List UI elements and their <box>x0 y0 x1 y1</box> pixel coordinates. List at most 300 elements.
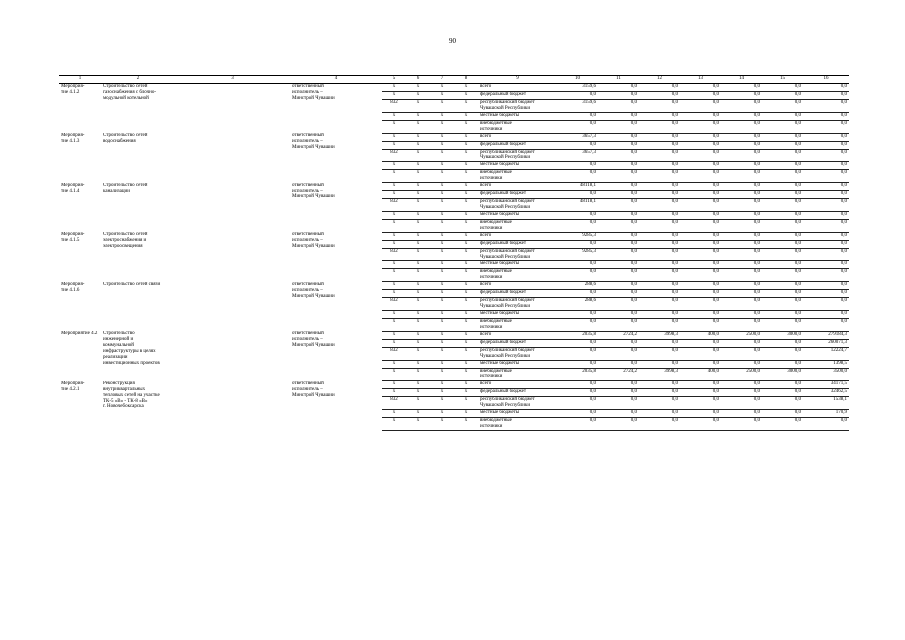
code-cell: x <box>454 311 478 319</box>
value-cell: 0,0 <box>803 84 849 92</box>
responsible-executor-line: исполнитель – <box>292 287 323 293</box>
value-cell: 0,0 <box>557 170 598 183</box>
value-cell: 0,0 <box>803 170 849 183</box>
funding-source-line: местные бюджеты <box>480 112 520 118</box>
code-cell: x <box>430 183 454 191</box>
value-cell: 0,0 <box>803 92 849 100</box>
code-cell: x <box>454 368 478 381</box>
value-cell: 0,0 <box>680 149 721 162</box>
value-cell: 2724,2 <box>598 368 639 381</box>
value-cell: 0,0 <box>598 339 639 347</box>
value-cell: 0,0 <box>803 133 849 141</box>
value-cell: 3998,3 <box>639 368 680 381</box>
measure-name-line: модульной котельной <box>103 95 149 101</box>
value-cell: 2724,2 <box>598 331 639 339</box>
funding-source <box>478 389 557 397</box>
value-cell: 2035,8 <box>557 331 598 339</box>
value-cell: 0,0 <box>803 240 849 248</box>
value-cell: 0,0 <box>680 269 721 282</box>
value-cell: 0,0 <box>762 100 803 113</box>
measure-name <box>101 232 175 282</box>
value-cell: 0,0 <box>557 261 598 269</box>
value-cell: 0,0 <box>680 248 721 261</box>
funding-source-line: республиканский бюджет <box>480 298 535 304</box>
value-cell: 0,0 <box>598 162 639 170</box>
value-cell: 0,0 <box>598 84 639 92</box>
funding-source <box>478 298 557 311</box>
value-cell: 48118,1 <box>557 183 598 191</box>
value-cell: 0,0 <box>721 269 762 282</box>
funding-source-line: источники <box>480 324 503 330</box>
value-cell: 0,0 <box>680 298 721 311</box>
funding-source <box>478 162 557 170</box>
code-cell: x <box>406 389 430 397</box>
value-cell: 0,0 <box>598 298 639 311</box>
code-cell: x <box>406 120 430 133</box>
funding-source-line: республиканский бюджет <box>480 397 535 403</box>
measure-number <box>59 381 101 431</box>
value-cell: 0,0 <box>803 100 849 113</box>
value-cell: 0,0 <box>598 418 639 431</box>
value-cell: 3000,0 <box>762 368 803 381</box>
code-cell: x <box>454 339 478 347</box>
funding-source-line: источники <box>480 275 503 281</box>
funding-source-line: внебюджетные <box>480 319 512 325</box>
code-cell: x <box>382 84 406 92</box>
value-cell: 0,0 <box>557 191 598 199</box>
measure-number <box>59 183 101 233</box>
code-cell: x <box>454 410 478 418</box>
value-cell: 0,0 <box>639 298 680 311</box>
value-cell: 0,0 <box>598 360 639 368</box>
code-cell: x <box>430 269 454 282</box>
value-cell: 400,0 <box>680 368 721 381</box>
code-cell: x <box>406 368 430 381</box>
empty-cell <box>175 133 290 183</box>
responsible-executor-line: Минстрой Чувашии <box>292 95 335 101</box>
value-cell: 2035,8 <box>557 368 598 381</box>
value-cell: 0,0 <box>598 120 639 133</box>
measure-name-line: инфраструктуры в целях <box>103 348 156 354</box>
funding-source <box>478 120 557 133</box>
table-row <box>59 133 849 141</box>
value-cell: 0,0 <box>762 311 803 319</box>
code-cell: x <box>406 219 430 232</box>
code-cell: x <box>454 360 478 368</box>
value-cell: 0,0 <box>721 219 762 232</box>
responsible-executor <box>290 84 382 134</box>
value-cell: 0,0 <box>639 191 680 199</box>
measure-name <box>101 282 175 332</box>
header-cell: 6 <box>406 76 430 84</box>
value-cell: 0,0 <box>598 170 639 183</box>
value-cell: 260071,3 <box>803 339 849 347</box>
value-cell: 1398,5 <box>803 360 849 368</box>
funding-source-line: Чувашской Республики <box>480 304 531 310</box>
value-cell: 0,0 <box>680 211 721 219</box>
code-cell: x <box>454 282 478 290</box>
value-cell: 0,0 <box>721 240 762 248</box>
measure-name-line: электроосвещения <box>103 243 143 249</box>
value-cell: 0,0 <box>557 389 598 397</box>
value-cell: 0,0 <box>721 92 762 100</box>
value-cell: 0,0 <box>721 311 762 319</box>
value-cell: 0,0 <box>557 319 598 332</box>
value-cell: 0,0 <box>680 133 721 141</box>
header-cell: 5 <box>382 76 406 84</box>
code-cell: x <box>406 381 430 389</box>
responsible-executor <box>290 232 382 282</box>
value-cell: 3159,6 <box>557 100 598 113</box>
funding-source <box>478 319 557 332</box>
funding-source-line: всего <box>480 183 492 189</box>
measure-number <box>59 84 101 134</box>
funding-source-line: внебюджетные <box>480 219 512 225</box>
funding-source-line: внебюджетные <box>480 170 512 176</box>
value-cell: 0,0 <box>598 92 639 100</box>
value-cell: 0,0 <box>680 84 721 92</box>
header-cell: 14 <box>721 76 762 84</box>
code-cell: x <box>454 112 478 120</box>
code-cell: x <box>430 360 454 368</box>
measure-name-line: внутриквартальных <box>103 386 146 392</box>
empty-cell <box>175 232 290 282</box>
measure-number <box>59 282 101 332</box>
value-cell: 3657,3 <box>557 133 598 141</box>
value-cell: 0,0 <box>598 100 639 113</box>
responsible-executor-line: Минстрой Чувашии <box>292 293 335 299</box>
funding-source <box>478 339 557 347</box>
code-cell: x <box>406 397 430 410</box>
code-cell: x <box>430 319 454 332</box>
code-cell: x <box>382 112 406 120</box>
value-cell: 0,0 <box>721 191 762 199</box>
value-cell: 0,0 <box>598 191 639 199</box>
code-cell: x <box>406 339 430 347</box>
empty-cell <box>175 381 290 431</box>
code-cell: x <box>406 183 430 191</box>
measure-name-line: реализации <box>103 354 128 360</box>
value-cell: 0,0 <box>680 381 721 389</box>
value-cell: 0,0 <box>680 418 721 431</box>
funding-source <box>478 211 557 219</box>
value-cell: 0,0 <box>680 191 721 199</box>
value-cell: 0,0 <box>680 120 721 133</box>
code-cell: x <box>406 360 430 368</box>
value-cell: 0,0 <box>803 211 849 219</box>
code-cell: x <box>454 331 478 339</box>
code-cell: x <box>454 381 478 389</box>
funding-source-line: внебюджетные <box>480 418 512 424</box>
value-cell: 0,0 <box>680 141 721 149</box>
code-cell: x <box>406 232 430 240</box>
header-cell: 11 <box>598 76 639 84</box>
funding-source <box>478 282 557 290</box>
value-cell: 0,0 <box>639 232 680 240</box>
code-cell: x <box>454 199 478 212</box>
value-cell: 0,0 <box>598 183 639 191</box>
value-cell: 0,0 <box>598 282 639 290</box>
code-cell: x <box>382 240 406 248</box>
funding-source <box>478 84 557 92</box>
funding-source <box>478 418 557 431</box>
value-cell: 0,0 <box>598 290 639 298</box>
measure-number <box>59 133 101 183</box>
value-cell: 0,0 <box>762 319 803 332</box>
funding-source-line: Чувашской Республики <box>480 403 531 409</box>
value-cell: 0,0 <box>557 418 598 431</box>
value-cell: 0,0 <box>680 112 721 120</box>
code-cell: x <box>430 133 454 141</box>
value-cell: 0,0 <box>557 360 598 368</box>
responsible-executor-line: ответственный <box>292 331 324 337</box>
code-cell: x <box>406 84 430 92</box>
measure-name-line: коммунальной <box>103 343 134 349</box>
value-cell: 0,0 <box>803 162 849 170</box>
page-number: 90 <box>449 37 456 45</box>
funding-source-line: источники <box>480 424 503 430</box>
code-cell: x <box>382 360 406 368</box>
code-cell: 832 <box>382 248 406 261</box>
table-row <box>59 282 849 290</box>
code-cell: x <box>382 418 406 431</box>
value-cell: 0,0 <box>557 162 598 170</box>
value-cell: 0,0 <box>803 232 849 240</box>
code-cell: x <box>454 219 478 232</box>
code-cell: x <box>430 211 454 219</box>
value-cell: 0,0 <box>639 92 680 100</box>
code-cell: x <box>382 232 406 240</box>
value-cell: 0,0 <box>721 282 762 290</box>
value-cell: 0,0 <box>762 162 803 170</box>
value-cell: 0,0 <box>803 269 849 282</box>
code-cell: x <box>430 248 454 261</box>
value-cell: 0,0 <box>598 381 639 389</box>
value-cell: 0,0 <box>803 112 849 120</box>
funding-source <box>478 133 557 141</box>
measure-number-line: Мероприя- <box>61 232 85 238</box>
value-cell: 0,0 <box>639 141 680 149</box>
table-row <box>59 84 849 92</box>
value-cell: 0,0 <box>680 92 721 100</box>
value-cell: 0,0 <box>557 92 598 100</box>
measure-name <box>101 183 175 233</box>
value-cell: 0,0 <box>762 261 803 269</box>
value-cell: 0,0 <box>639 84 680 92</box>
funding-source-line: местные бюджеты <box>480 360 520 366</box>
measure-name <box>101 133 175 183</box>
funding-source-line: всего <box>480 282 492 288</box>
value-cell: 0,0 <box>639 418 680 431</box>
value-cell: 288,6 <box>557 298 598 311</box>
value-cell: 9285,3 <box>557 248 598 261</box>
value-cell: 0,0 <box>762 170 803 183</box>
code-cell: x <box>382 368 406 381</box>
funding-source-line: источники <box>480 374 503 380</box>
measure-name-line: Строительство сетей <box>103 232 148 238</box>
value-cell: 0,0 <box>680 397 721 410</box>
code-cell: x <box>430 298 454 311</box>
value-cell: 0,0 <box>639 211 680 219</box>
funding-source-line: федеральный бюджет <box>480 92 527 97</box>
funding-source <box>478 183 557 191</box>
table-row <box>59 381 849 389</box>
value-cell: 0,0 <box>762 410 803 418</box>
code-cell: x <box>430 368 454 381</box>
funding-source <box>478 360 557 368</box>
header-cell: 15 <box>762 76 803 84</box>
funding-source-line: республиканский бюджет <box>480 149 535 155</box>
value-cell: 0,0 <box>680 290 721 298</box>
measure-name-line: Строительство <box>103 331 135 337</box>
value-cell: 0,0 <box>680 183 721 191</box>
measure-name-line: Реконструкция <box>103 380 135 386</box>
code-cell: x <box>382 410 406 418</box>
value-cell: 0,0 <box>680 339 721 347</box>
value-cell: 0,0 <box>680 199 721 212</box>
responsible-executor-line: Минстрой Чувашии <box>292 392 335 398</box>
value-cell: 0,0 <box>680 240 721 248</box>
code-cell: x <box>382 120 406 133</box>
responsible-executor-line: исполнитель – <box>292 337 323 343</box>
value-cell: 0,0 <box>680 170 721 183</box>
funding-source-line: республиканский бюджет <box>480 248 535 254</box>
code-cell: 832 <box>382 199 406 212</box>
value-cell: 0,0 <box>721 248 762 261</box>
value-cell: 0,0 <box>598 347 639 360</box>
funding-source <box>478 381 557 389</box>
value-cell: 0,0 <box>762 298 803 311</box>
measure-number-line: Мероприя- <box>61 380 85 386</box>
funding-source <box>478 397 557 410</box>
code-cell: x <box>454 269 478 282</box>
value-cell: 0,0 <box>598 248 639 261</box>
value-cell: 0,0 <box>639 100 680 113</box>
funding-source-line: источники <box>480 176 503 182</box>
code-cell: x <box>382 133 406 141</box>
table-row <box>59 232 849 240</box>
code-cell: x <box>454 120 478 133</box>
funding-source <box>478 170 557 183</box>
code-cell: x <box>406 282 430 290</box>
code-cell: x <box>406 418 430 431</box>
value-cell: 0,0 <box>680 100 721 113</box>
value-cell: 0,0 <box>680 232 721 240</box>
code-cell: x <box>454 397 478 410</box>
value-cell: 0,0 <box>639 199 680 212</box>
funding-source-line: республиканский бюджет <box>480 100 535 105</box>
code-cell: x <box>430 240 454 248</box>
code-cell: x <box>454 248 478 261</box>
funding-source-line: всего <box>480 84 492 89</box>
value-cell: 2500,0 <box>721 331 762 339</box>
code-cell: x <box>454 298 478 311</box>
value-cell: 0,0 <box>721 100 762 113</box>
value-cell: 0,0 <box>762 381 803 389</box>
value-cell: 0,0 <box>680 261 721 269</box>
measure-name-line: Строительство сетей <box>103 182 148 188</box>
table-row <box>59 183 849 191</box>
value-cell: 0,0 <box>762 290 803 298</box>
code-cell: x <box>454 133 478 141</box>
funding-source-line: федеральный бюджет <box>480 240 527 246</box>
funding-source-line: внебюджетные <box>480 368 512 374</box>
funding-source <box>478 92 557 100</box>
code-cell: x <box>382 381 406 389</box>
value-cell: 0,0 <box>721 232 762 240</box>
code-cell: x <box>406 347 430 360</box>
value-cell: 0,0 <box>721 112 762 120</box>
empty-cell <box>175 331 290 381</box>
code-cell: x <box>382 261 406 269</box>
code-cell: x <box>406 240 430 248</box>
measure-name-line: Строительство сетей <box>103 133 148 139</box>
measure-name-line: Строительство сетей <box>103 84 148 89</box>
value-cell: 0,0 <box>557 397 598 410</box>
code-cell: x <box>382 92 406 100</box>
code-cell: x <box>454 141 478 149</box>
value-cell: 0,0 <box>762 339 803 347</box>
code-cell: x <box>430 311 454 319</box>
code-cell: x <box>430 339 454 347</box>
value-cell: 3159,6 <box>557 84 598 92</box>
value-cell: 0,0 <box>598 149 639 162</box>
code-cell: x <box>406 331 430 339</box>
code-cell: x <box>406 311 430 319</box>
value-cell: 0,0 <box>639 381 680 389</box>
value-cell: 0,0 <box>680 347 721 360</box>
value-cell: 0,0 <box>680 410 721 418</box>
code-cell: x <box>430 92 454 100</box>
value-cell: 0,0 <box>680 219 721 232</box>
funding-source-line: Чувашской Республики <box>480 353 531 359</box>
funding-source-line: республиканский бюджет <box>480 347 535 353</box>
value-cell: 0,0 <box>762 360 803 368</box>
value-cell: 0,0 <box>639 219 680 232</box>
funding-source <box>478 149 557 162</box>
value-cell: 170,9 <box>803 410 849 418</box>
value-cell: 0,0 <box>557 311 598 319</box>
code-cell: x <box>454 261 478 269</box>
code-cell: x <box>430 290 454 298</box>
value-cell: 279184,3 <box>803 331 849 339</box>
measure-number-line: Мероприя- <box>61 84 85 89</box>
value-cell: 0,0 <box>639 149 680 162</box>
value-cell: 3000,0 <box>762 331 803 339</box>
measure-name-line: инженерной и <box>103 337 134 343</box>
code-cell: x <box>406 112 430 120</box>
header-cell: 16 <box>803 76 849 84</box>
code-cell: x <box>430 141 454 149</box>
code-cell: x <box>454 100 478 113</box>
value-cell: 0,0 <box>598 397 639 410</box>
funding-source-line: местные бюджеты <box>480 162 520 168</box>
value-cell: 0,0 <box>639 389 680 397</box>
value-cell: 0,0 <box>721 290 762 298</box>
value-cell: 0,0 <box>639 120 680 133</box>
value-cell: 0,0 <box>598 219 639 232</box>
header-cell: 4 <box>290 76 382 84</box>
funding-source <box>478 219 557 232</box>
value-cell: 0,0 <box>762 141 803 149</box>
value-cell: 0,0 <box>721 162 762 170</box>
code-cell: x <box>430 261 454 269</box>
code-cell: x <box>406 410 430 418</box>
value-cell: 0,0 <box>557 240 598 248</box>
value-cell: 0,0 <box>721 120 762 133</box>
code-cell: x <box>406 92 430 100</box>
responsible-executor <box>290 331 382 381</box>
